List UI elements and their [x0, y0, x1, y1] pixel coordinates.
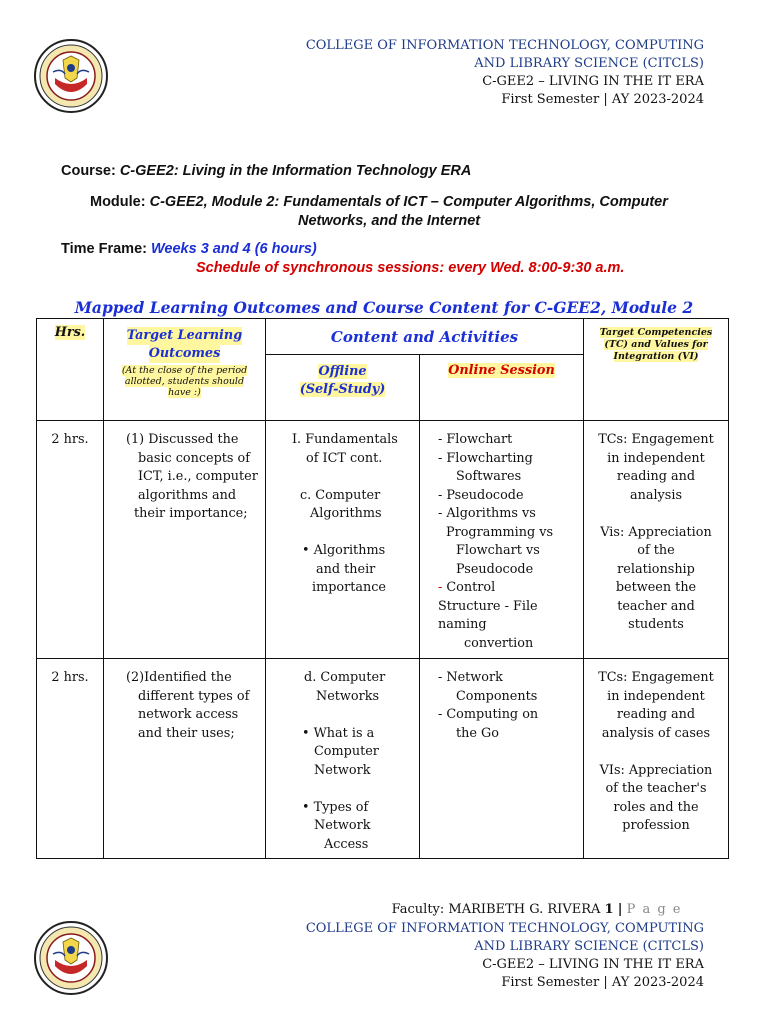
footer-faculty-line: Faculty: MARIBETH G. RIVERA 1 | P a g e: [391, 902, 682, 917]
college-name-line2: AND LIBRARY SCIENCE (CITCLS): [474, 56, 704, 71]
semester-info: First Semester | AY 2023-2024: [501, 975, 704, 990]
page-header: [306, 37, 704, 109]
row-competencies: TCs: Engagement in independent reading and analysis of cases VIs: Appreciation of the teacher's roles and the profession: [584, 659, 729, 859]
module-value-line1: C-GEE2, Module 2: Fundamentals of ICT – Computer Algorithms, Computer: [149, 194, 668, 210]
row-hrs: 2 hrs.: [37, 421, 104, 659]
row-offline: d. Computer Networks • What is a Computer Network • Types of Network Access: [266, 659, 420, 859]
seal-icon: [33, 38, 109, 114]
schedule-line: Schedule of synchronous sessions: every Wed. 8:00-9:30 a.m.: [196, 260, 625, 276]
course-label: Course:: [61, 163, 116, 179]
outcomes-table: [36, 318, 729, 859]
module-label: Module:: [90, 194, 146, 210]
university-seal-logo-footer: [33, 920, 109, 996]
course-value: C-GEE2: Living in the Information Technology ERA: [119, 163, 472, 179]
course-code-title: C-GEE2 – LIVING IN THE IT ERA: [482, 957, 704, 972]
college-name-line2: AND LIBRARY SCIENCE (CITCLS): [474, 939, 704, 954]
college-name-line1: COLLEGE OF INFORMATION TECHNOLOGY, COMPUTING: [305, 38, 704, 53]
module-value-line2: Networks, and the Internet: [298, 213, 481, 229]
faculty-name: Faculty: MARIBETH G. RIVERA: [391, 902, 601, 917]
row-offline: I. Fundamentals of ICT cont. c. Computer Algorithms • Algorithms and their importance: [266, 421, 420, 659]
course-line: [61, 163, 471, 179]
time-frame-line: [61, 241, 317, 257]
row-online: - Flowchart - Flowcharting Softwares - Pseudocode - Algorithms vs Programming vs Flowchart vs Pseudocode - Control Structure - File naming convertion: [420, 421, 584, 659]
course-code-title: C-GEE2 – LIVING IN THE IT ERA: [482, 74, 704, 89]
header-offline: Offline (Self-Study): [266, 355, 420, 421]
module-line: [90, 193, 710, 231]
row-online: - Network Components - Computing on the Go: [420, 659, 584, 859]
header-content-and-activities: Content and Activities: [266, 319, 584, 355]
table-title: Mapped Learning Outcomes and Course Content for C-GEE2, Module 2: [74, 298, 694, 317]
page-number: 1: [604, 902, 614, 917]
university-seal-logo: [33, 38, 109, 114]
college-name-line1: COLLEGE OF INFORMATION TECHNOLOGY, COMPUTING: [305, 921, 704, 936]
time-frame-label: Time Frame:: [61, 241, 147, 257]
row-outcome: (2)Identified the different types of network access and their uses;: [104, 659, 266, 859]
time-frame-value: Weeks 3 and 4 (6 hours): [151, 241, 317, 257]
page-label: P a g e: [626, 902, 682, 917]
header-online-session: Online Session: [420, 355, 584, 421]
row-competencies: TCs: Engagement in independent reading and analysis Vis: Appreciation of the relationship between the teacher and students: [584, 421, 729, 659]
row-outcome: (1) Discussed the basic concepts of ICT, i.e., computer algorithms and their importance;: [104, 421, 266, 659]
header-hrs: Hrs.: [37, 319, 104, 421]
table-row: [37, 421, 729, 659]
page-footer-header: [306, 920, 704, 992]
header-target-learning-outcomes: Target Learning Outcomes (At the close of the period allotted, students should have :): [104, 319, 266, 421]
row-hrs: 2 hrs.: [37, 659, 104, 859]
seal-icon: [33, 920, 109, 996]
semester-info: First Semester | AY 2023-2024: [501, 92, 704, 107]
table-row: [37, 659, 729, 859]
header-target-competencies: Target Competencies (TC) and Values for Integration (VI): [584, 319, 729, 421]
